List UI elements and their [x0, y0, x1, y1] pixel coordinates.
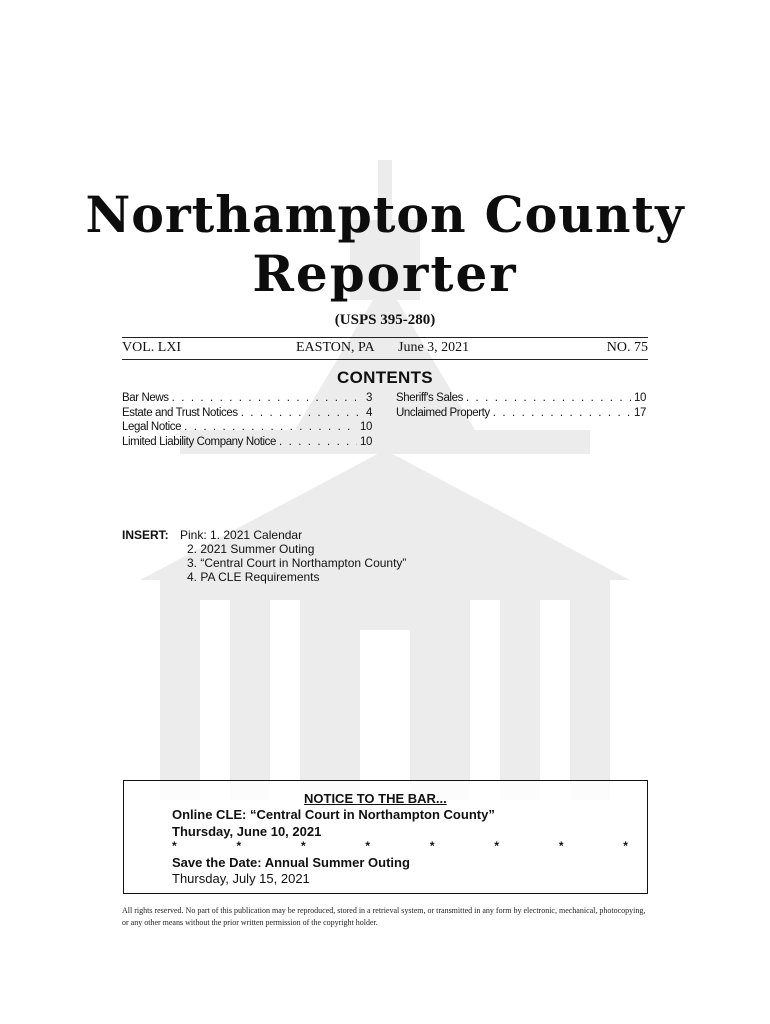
toc-page: 10 — [634, 392, 646, 404]
notice-cle-date: Thursday, June 10, 2021 — [172, 824, 322, 839]
volume: VOL. LXI — [122, 340, 182, 355]
masthead — [0, 186, 770, 304]
toc-entry — [122, 435, 372, 450]
insert-section — [122, 528, 407, 585]
toc-page: 4 — [366, 406, 372, 419]
star: * — [429, 839, 435, 853]
masthead-title-line2: Reporter — [252, 244, 518, 303]
star: * — [172, 839, 177, 853]
notice-title: NOTICE TO THE BAR... — [304, 791, 447, 806]
contents-left-column — [122, 391, 372, 449]
notice-outing-date: Thursday, July 15, 2021 — [172, 871, 310, 886]
star: * — [300, 839, 306, 853]
toc-page: 17 — [634, 406, 646, 419]
issue-number: NO. 75 — [606, 340, 648, 355]
divider-top — [122, 337, 648, 338]
star: * — [236, 839, 242, 853]
toc-label: Limited Liability Company Notice — [122, 435, 277, 448]
issue-date: June 3, 2021 — [398, 340, 470, 355]
toc-label: Legal Notice — [122, 421, 182, 434]
toc-page: 3 — [366, 392, 372, 404]
star: * — [365, 839, 371, 853]
issue-line — [122, 340, 648, 358]
toc-entry — [122, 391, 372, 406]
toc-label: Estate and Trust Notices — [122, 406, 238, 419]
toc-entry — [396, 406, 646, 421]
insert-item: 4. PA CLE Requirements — [187, 570, 320, 585]
toc-entry — [122, 406, 372, 421]
contents-right-column — [396, 391, 646, 420]
notice-box — [123, 780, 648, 894]
star: * — [623, 839, 628, 853]
toc-page: 10 — [360, 421, 372, 434]
notice-outing-title: Save the Date: Annual Summer Outing — [172, 855, 410, 870]
toc-label: Unclaimed Property — [396, 406, 490, 419]
star: * — [558, 839, 564, 853]
toc-entry — [122, 420, 372, 435]
insert-label: INSERT: — [122, 528, 169, 542]
toc-label: Bar News — [122, 392, 169, 404]
star: * — [494, 839, 500, 853]
notice-cle-title: Online CLE: “Central Court in Northampton County” — [172, 807, 495, 822]
copyright-notice: All rights reserved. No part of this publication may be reproduced, stored in a retrieval system, or transmitted in any form by electronic, mechanical, photocopying, or any other means without the prior written permission of the copyright holder. — [122, 906, 646, 927]
toc-label: Sheriff's Sales — [396, 392, 463, 404]
insert-item: 3. “Central Court in Northampton County” — [187, 556, 407, 571]
divider-bottom — [122, 359, 648, 360]
insert-item: Pink: 1. 2021 Calendar — [180, 528, 303, 542]
masthead-title-line1: Northampton County — [85, 185, 685, 244]
contents-title: CONTENTS — [337, 368, 433, 387]
insert-item: 2. 2021 Summer Outing — [187, 542, 315, 556]
star-separator — [172, 839, 628, 853]
toc-entry — [396, 391, 646, 406]
city: EASTON, PA — [296, 340, 375, 355]
usps-number: (USPS 395-280) — [334, 312, 436, 328]
toc-page: 10 — [360, 435, 372, 448]
